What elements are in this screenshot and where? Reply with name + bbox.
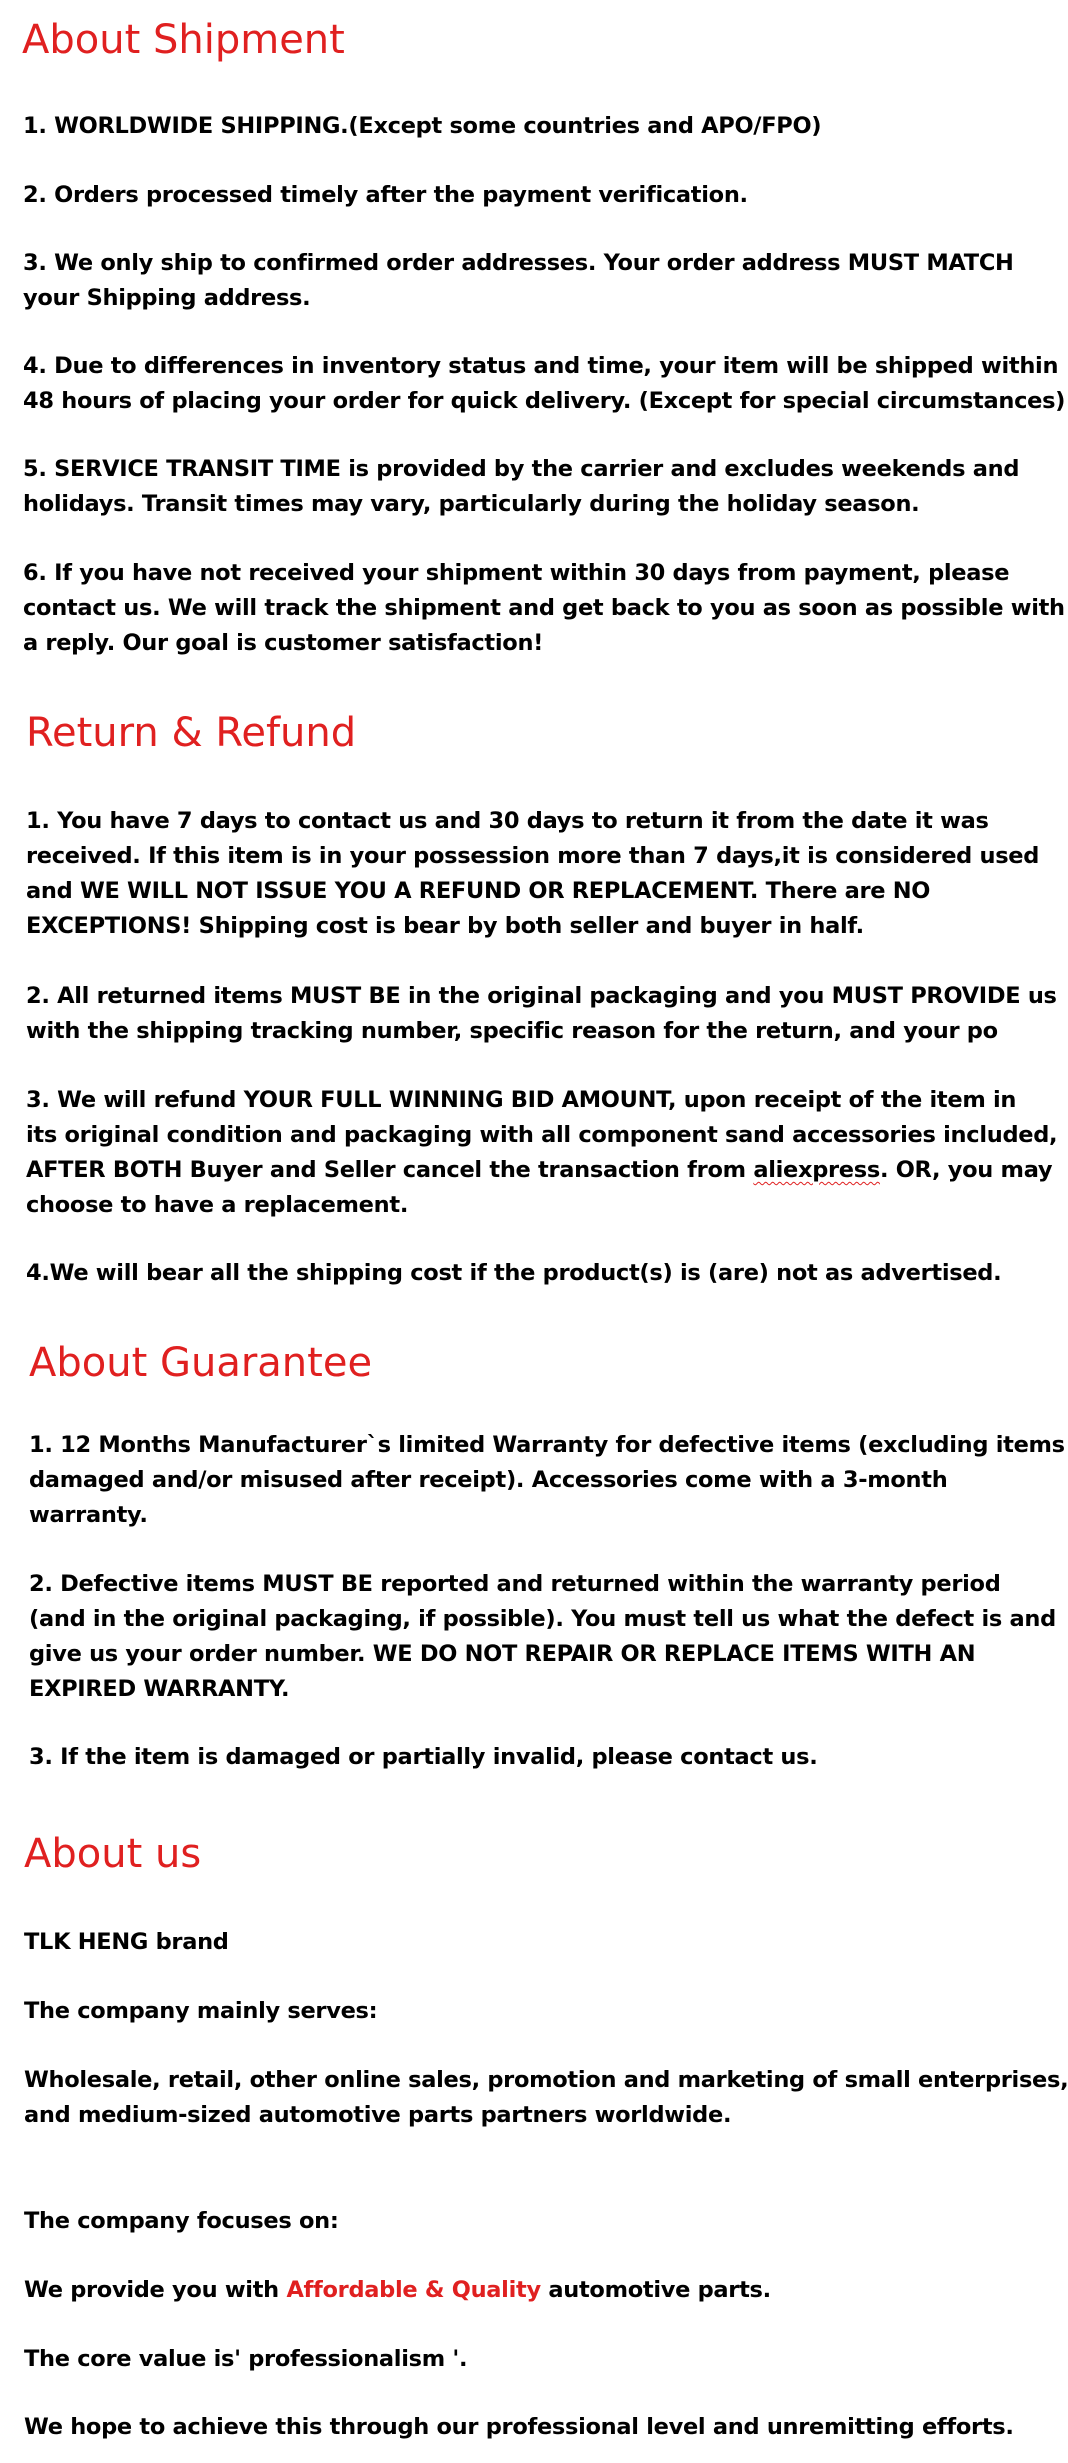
refund-item-3 (26, 1083, 1057, 1223)
text-line: warranty. (29, 1502, 148, 1528)
about-us-heading: About us (24, 1831, 202, 1877)
text-line: 5. SERVICE TRANSIT TIME is provided by the carrier and excludes weekends and (23, 456, 1020, 482)
guarantee-heading: About Guarantee (29, 1340, 373, 1386)
text-line: received. If this item is in your possession more than 7 days,it is considered used (26, 843, 1040, 869)
text-line: 2. Orders processed timely after the payment verification. (23, 182, 748, 208)
text-line: (and in the original packaging, if possible). You must tell us what the defect is and (29, 1606, 1056, 1632)
text-line: a reply. Our goal is customer satisfaction! (23, 630, 544, 656)
serves-text (24, 2063, 1068, 2133)
shipment-heading: About Shipment (22, 17, 345, 63)
text-line: 2. Defective items MUST BE reported and returned within the warranty period (29, 1571, 1001, 1597)
text-line (24, 2273, 771, 2308)
text-line: choose to have a replacement. (26, 1192, 409, 1218)
brand-line (24, 1925, 229, 1960)
text-line: give us your order number. WE DO NOT REPAIR OR REPLACE ITEMS WITH AN (29, 1641, 976, 1667)
text-line: 1. 12 Months Manufacturer`s limited Warranty for defective items (excluding items (29, 1432, 1065, 1458)
refund-item-2 (26, 979, 1057, 1049)
shipment-item-1 (23, 109, 821, 144)
text-line: Wholesale, retail, other online sales, promotion and marketing of small enterprises, (24, 2067, 1068, 2093)
text-line: 4.We will bear all the shipping cost if the product(s) is (are) not as advertised. (26, 1260, 1002, 1286)
text-line: 3. If the item is damaged or partially invalid, please contact us. (29, 1744, 818, 1770)
text-line: We hope to achieve this through our professional level and unremitting efforts. (24, 2414, 1014, 2440)
text-line: 3. We will refund YOUR FULL WINNING BID AMOUNT, upon receipt of the item in (26, 1087, 1017, 1113)
text-fragment: automotive parts. (540, 2277, 771, 2303)
text-line: The company mainly serves: (24, 1998, 378, 2024)
focuses-heading (24, 2204, 339, 2239)
shipment-item-4 (23, 349, 1065, 419)
refund-item-1 (26, 804, 1039, 944)
guarantee-item-2 (29, 1567, 1056, 1707)
text-line (26, 1153, 1057, 1188)
text-line: The company focuses on: (24, 2208, 339, 2234)
shipment-item-3 (23, 246, 1014, 316)
text-line: 2. All returned items MUST BE in the original packaging and you MUST PROVIDE us (26, 983, 1057, 1009)
guarantee-item-1 (29, 1428, 1065, 1533)
refund-heading: Return & Refund (26, 710, 357, 756)
text-line: 6. If you have not received your shipment within 30 days from payment, please (23, 560, 1010, 586)
text-line: holidays. Transit times may vary, particularly during the holiday season. (23, 491, 920, 517)
text-line: and WE WILL NOT ISSUE YOU A REFUND OR REPLACEMENT. There are NO (26, 878, 931, 904)
shipment-item-5 (23, 452, 1019, 522)
affordable-quality-highlight: Affordable & Quality (286, 2277, 541, 2303)
text-fragment: AFTER BOTH Buyer and Seller cancel the transaction from (26, 1157, 754, 1183)
text-line: 48 hours of placing your order for quick delivery. (Except for special circumstances) (23, 388, 1066, 414)
text-line: EXPIRED WARRANTY. (29, 1676, 290, 1702)
hope-line (24, 2410, 1014, 2445)
text-line: damaged and/or misused after receipt). Accessories come with a 3-month (29, 1467, 948, 1493)
aliexpress-word: aliexpress (753, 1157, 880, 1183)
text-line: with the shipping tracking number, specific reason for the return, and your po (26, 1018, 998, 1044)
provide-line (24, 2273, 771, 2308)
text-line: contact us. We will track the shipment and get back to you as soon as possible with (23, 595, 1065, 621)
shipment-item-2 (23, 178, 748, 213)
text-fragment: We provide you with (24, 2277, 287, 2303)
serves-heading (24, 1994, 377, 2029)
refund-item-4 (26, 1256, 1001, 1291)
text-line: your Shipping address. (23, 285, 311, 311)
core-value-line (24, 2342, 467, 2377)
guarantee-item-3 (29, 1740, 818, 1775)
text-line: TLK HENG brand (24, 1929, 229, 1955)
text-line: 3. We only ship to confirmed order addresses. Your order address MUST MATCH (23, 250, 1014, 276)
shipment-item-6 (23, 556, 1065, 661)
text-line: its original condition and packaging with all component sand accessories included, (26, 1122, 1058, 1148)
text-line: 1. You have 7 days to contact us and 30 days to return it from the date it was (26, 808, 989, 834)
text-line: EXCEPTIONS! Shipping cost is bear by both seller and buyer in half. (26, 913, 864, 939)
text-line: and medium-sized automotive parts partners worldwide. (24, 2102, 732, 2128)
text-line: The core value is' professionalism '. (24, 2346, 468, 2372)
text-line: 4. Due to differences in inventory status and time, your item will be shipped within (23, 353, 1059, 379)
text-fragment: . OR, you may (879, 1157, 1053, 1183)
text-line: 1. WORLDWIDE SHIPPING.(Except some countries and APO/FPO) (23, 113, 822, 139)
